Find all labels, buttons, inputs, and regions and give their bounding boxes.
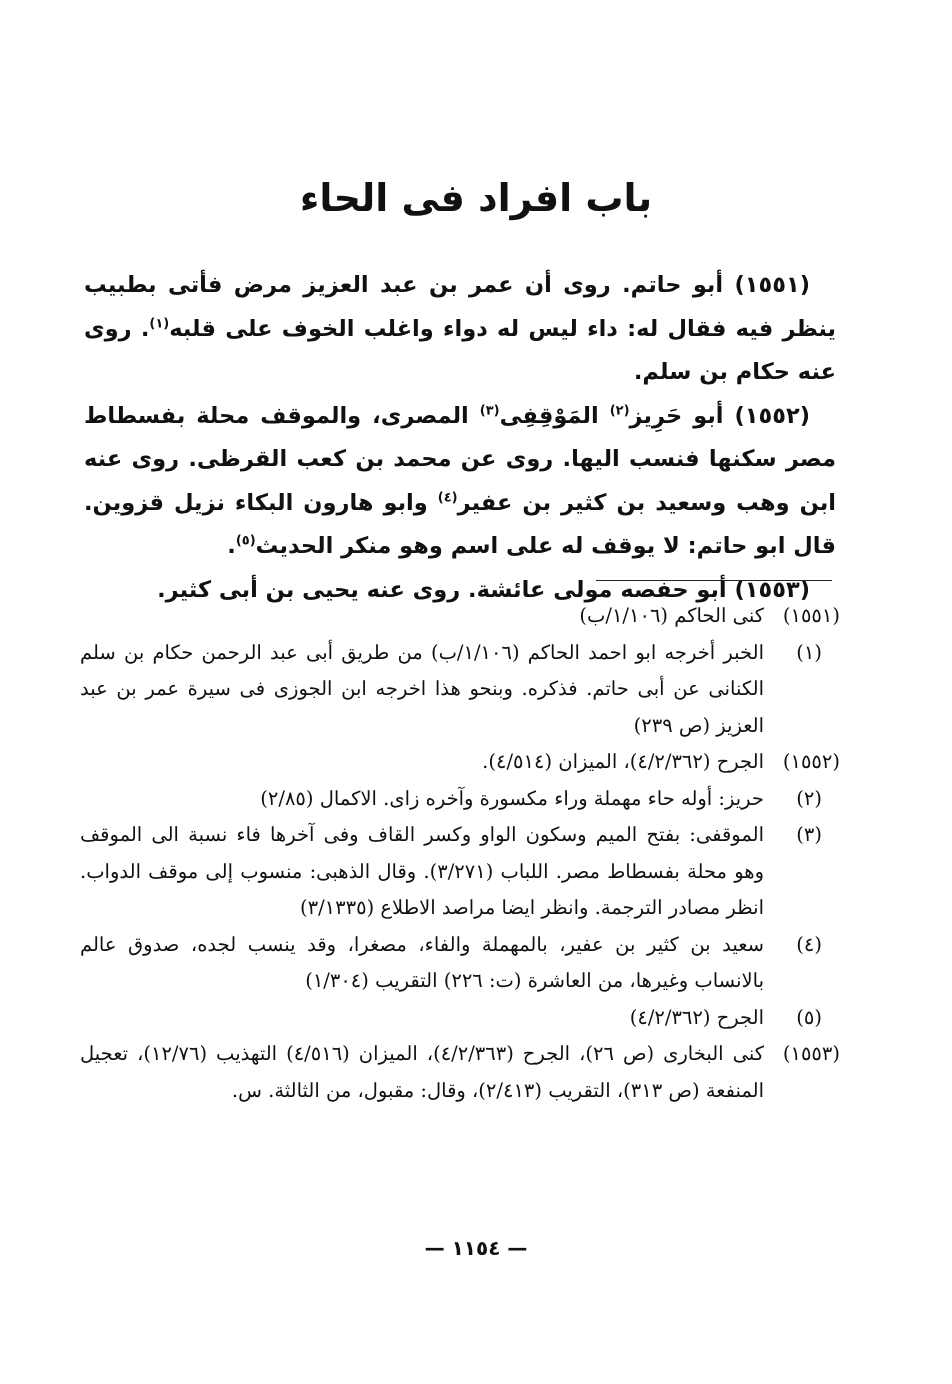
footnote-number: (١٥٥٣) [782, 1042, 840, 1065]
entry-text: المَوْقِفِى [499, 402, 610, 429]
footnote [80, 817, 840, 927]
footnote-text: الخبر أخرجه ابو احمد الحاكم (١/١٠٦/ب) من طريق أبى عبد الرحمن حكام بن سلم الكنانى عن أبى حاتم. فذكره. وبنحو هذا اخرجه ابن الجوزى فى سيرة عمر بن عبد العزيز (ص ٢٣٩) [80, 640, 765, 737]
footnote-text: الجرح (٤/٢/٣٦٢)، الميزان (٤/٥١٤). [482, 750, 764, 773]
footnote-number: (٢) [796, 786, 822, 810]
footnote [80, 1000, 840, 1037]
main-text [84, 264, 836, 612]
footnote [80, 1036, 840, 1109]
entry-text: المصرى، والموقف محلة بفسطاط مصر سكنها فنسب اليها. روى عن محمد بن كعب القرظى. روى عنه ابن وهب وسعيد بن كثير بن عفير [84, 402, 836, 516]
footnote [80, 781, 840, 818]
entry-text: . روى عنه حكام بن سلم. [84, 315, 836, 385]
footnote-text: سعيد بن كثير بن عفير، بالمهملة والفاء، مصغرا، وقد ينسب لجده، صدوق عالم بالانساب وغيرها، من العاشرة (ت: ٢٢٦) التقريب (١/٣٠٤) [80, 932, 764, 992]
footnote-ref: (٥) [235, 533, 256, 549]
footnote-text: حريز: أوله حاء مهملة وراء مكسورة وآخره زاى. الاكمال (٢/٨٥) [260, 786, 764, 810]
entry-1552 [84, 395, 836, 569]
footnote [80, 598, 840, 635]
footnote-ref: (٤) [437, 490, 458, 505]
footnotes [80, 598, 840, 1109]
footnote-separator [596, 580, 832, 581]
footnote-text: الجرح (٤/٢/٣٦٢) [629, 1005, 764, 1029]
entry-text: (١٥٥٢) أبو حَرِيز [629, 402, 811, 429]
footnote [80, 927, 840, 1000]
page-number: — ١١٥٤ — [424, 1236, 528, 1260]
entry-text: . [227, 533, 236, 559]
footnote-number: (١٥٥١) [782, 604, 840, 627]
footnote-text: كنى الحاكم (١/١٠٦/ب) [579, 604, 764, 627]
entry-1551 [84, 264, 836, 395]
footnote-ref: (٢) [609, 403, 630, 418]
footnote-ref: (١) [149, 316, 170, 331]
footnote-text: الموقفى: بفتح الميم وسكون الواو وكسر القاف وفى آخرها فاء نسبة الى الموقف وهو محلة بفسطاط مصر. اللباب (٣/٢٧١). وقال الذهبى: منسوب إلى موقف الدواب. انظر مصادر الترجمة. وانظر ايضا مراصد الاطلاع (٣/١٣٣٥) [80, 823, 764, 919]
footnote-number: (٣) [796, 823, 822, 846]
footnote-text: كنى البخارى (ص ٢٦)، الجرح (٤/٢/٣٦٣)، الميزان (٤/٥١٦) التهذيب (١٢/٧٦)، تعجيل المنفعة (ص ٣١٣)، التقريب (٢/٤١٣)، وقال: مقبول، من الثالثة. س. [80, 1042, 764, 1102]
entry-text: وابو هارون البكاء نزيل قزوين. قال ابو حاتم: لا يوقف له على اسم وهو منكر الحديث [84, 489, 836, 559]
footnote-number: (٤) [796, 932, 822, 956]
footnote-number: (٥) [796, 1005, 822, 1029]
footnote-ref: (٣) [479, 403, 500, 418]
footnote-number: (١) [796, 640, 822, 664]
entry-text: (١٥٥١) أبو حاتم. روى أن عمر بن عبد العزيز مرض فأتى بطبيب ينظر فيه فقال له: داء ليس له دواء واغلب الخوف على قلبه [84, 272, 836, 342]
chapter-title: باب افراد فى الحاء [299, 176, 653, 220]
footnote [80, 635, 840, 745]
entry-text: (١٥٥٣) أبو حفصه مولى عائشة. روى عنه يحيى بن أبى كثير. [157, 576, 810, 603]
footnote-number: (١٥٥٢) [782, 750, 840, 773]
footnote [80, 744, 840, 781]
